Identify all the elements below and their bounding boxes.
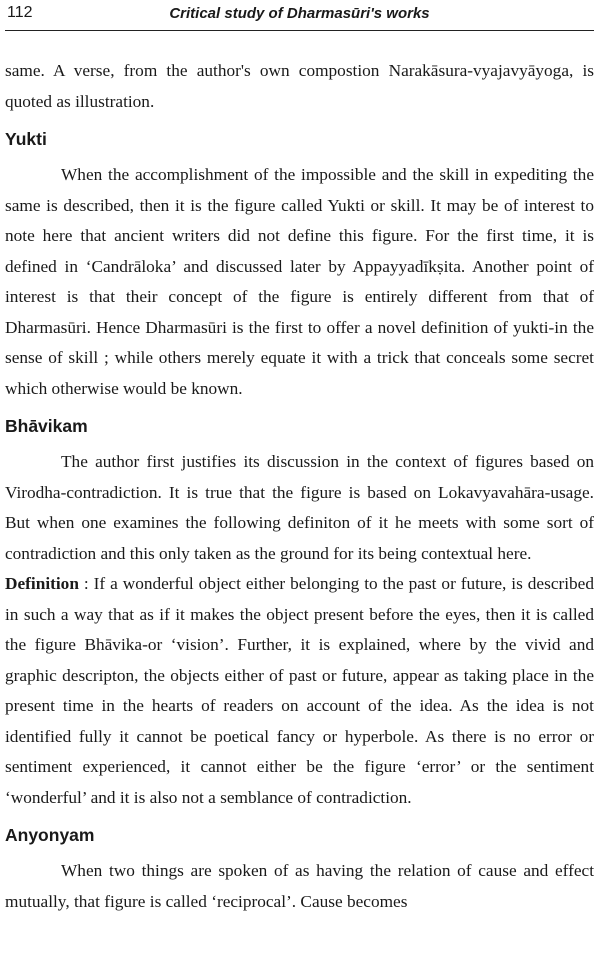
paragraph-intro: same. A verse, from the author's own compostion Narakāsura-vyajavyāyoga, is quoted as illustration. <box>5 61 594 111</box>
paragraph-yukti: When the accomplishment of the impossible and the skill in expediting the same is described, then it is the figure called Yukti or skill. It may be of interest to note here that ancient writers did not define this figure. For the first time, it is defined in ‘Candrāloka’ and discussed later by Appayyadīkṣita. Another point of interest is that their concept of the figure is entirely different from that of Dharmasūri. Hence Dharmasūri is the first to offer a novel definition of yukti-in the sense of skill ; while others merely equate it with a trick that conceals some secret which otherwise would be known. <box>5 165 594 398</box>
heading-bhavikam: Bhāvikam <box>5 416 88 436</box>
definition-label: Definition <box>5 574 79 593</box>
paragraph-anyonyam: When two things are spoken of as having the relation of cause and effect mutually, that figure is called ‘reciprocal’. Cause becomes <box>5 861 594 911</box>
paragraph-definition <box>5 569 594 813</box>
body-text <box>5 56 594 917</box>
running-title: Critical study of Dharmasūri's works <box>169 5 430 22</box>
heading-yukti: Yukti <box>5 129 47 149</box>
heading-anyonyam: Anyonyam <box>5 825 95 845</box>
definition-text: : If a wonderful object either belonging to the past or future, is described in such a way that as if it makes the object present before the eyes, then it is called the figure Bhāvika-or ‘vision’. Further, it is explained, where by the vivid and graphic descripton, the objects either of past or future, appear as taking place in the present time in the hearts of readers on account of the idea. As the idea is not identified fully it cannot be poetical fancy or hyperbole. As there is no error or sentiment experienced, it cannot either be the figure ‘error’ or the sentiment ‘wonderful’ and it is also not a semblance of contradiction. <box>5 574 594 807</box>
page-header <box>5 0 594 31</box>
page-number: 112 <box>7 4 33 21</box>
paragraph-bhavikam: The author first justifies its discussion in the context of figures based on Virodha-contradiction. It is true that the figure is based on Lokavyavahāra-usage. But when one examines the following definiton of it he meets with some sort of contradiction and this only taken as the ground for its being contextual here. <box>5 452 594 563</box>
